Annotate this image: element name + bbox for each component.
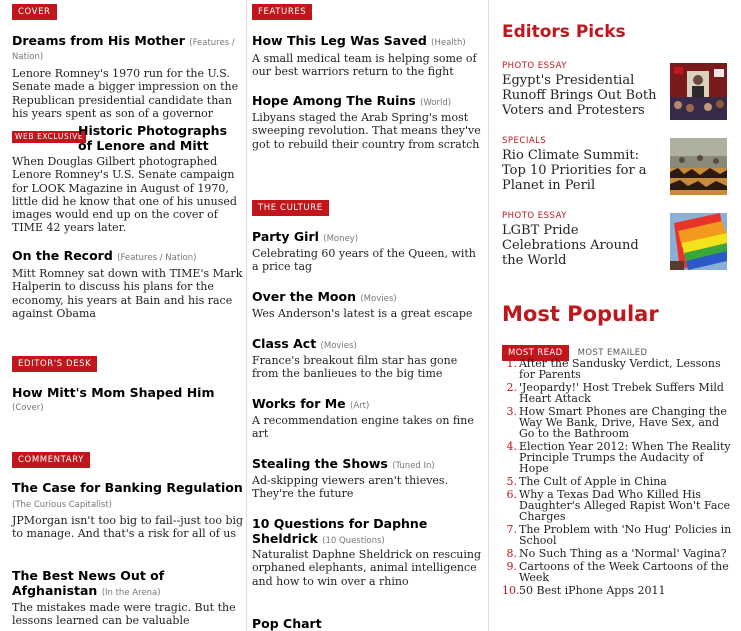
pick-headline[interactable]: Rio Climate Summit: Top 10 Priorities for a Planet in Peril <box>502 148 647 193</box>
rank-number: 4. <box>506 440 517 453</box>
list-item-title[interactable]: Election Year 2012: When The Reality Principle Trumps the Audacity of Hope <box>519 440 731 475</box>
story-title[interactable]: 10 Questions for Daphne Sheldrick <box>252 516 428 546</box>
web-exclusive-badge: WEB EXCLUSIVE <box>12 131 86 143</box>
pick-headline[interactable]: LGBT Pride Celebrations Around the World <box>502 223 639 268</box>
commentary-label: COMMENTARY <box>12 452 90 468</box>
story-body: Celebrating 60 years of the Queen, with a price tag <box>252 247 476 274</box>
column-divider-2 <box>488 0 489 631</box>
rank-number: 3. <box>506 405 517 418</box>
cover-label: COVER <box>12 4 57 20</box>
story-headline[interactable] <box>252 336 482 354</box>
list-item-title[interactable]: The Cult of Apple in China <box>519 475 667 488</box>
story-body: Lenore Romney's 1970 run for the U.S. Senate made a bigger impression on the Republican presidential candidate than his years spent as son of a governor <box>12 67 239 120</box>
story-body: A small medical team is helping some of our best warriors return to the fight <box>252 52 477 79</box>
story-headline[interactable] <box>252 33 482 51</box>
pick-headline[interactable]: Egypt's Presidential Runoff Brings Out Both Voters and Protesters <box>502 73 657 118</box>
editors-picks-title: Editors Picks <box>502 22 626 42</box>
rank-number: 1. <box>506 357 517 370</box>
rank-number: 6. <box>506 488 517 501</box>
story-headline[interactable] <box>252 456 482 474</box>
story-title[interactable]: Stealing the Shows <box>252 456 388 471</box>
column-divider-1 <box>246 0 247 631</box>
story-body: The mistakes made were tragic. But the lessons learned can be valuable <box>12 601 236 628</box>
story-section: (Cover) <box>12 403 44 413</box>
story-body: When Douglas Gilbert photographed Lenore Romney's U.S. Senate campaign for LOOK Magazine in August of 1970, little did he know that one of his unused images would end up on the cover of TIME 42 years later. <box>12 155 237 235</box>
story-section: (In the Arena) <box>101 588 161 598</box>
list-item[interactable] <box>502 476 732 487</box>
story-title[interactable]: How This Leg Was Saved <box>252 33 427 48</box>
story-headline[interactable] <box>12 568 244 601</box>
story-title[interactable]: Historic Photographs of Lenore and Mitt <box>78 123 228 153</box>
story-section: (Art) <box>350 401 370 411</box>
story-section: (The Curious Capitalist) <box>12 500 112 510</box>
story-body: Mitt Romney sat down with TIME's Mark Halperin to discuss his plans for the economy, his years at Bain and his race against Obama <box>12 267 243 320</box>
story-body: Naturalist Daphne Sheldrick on rescuing orphaned elephants, animal intelligence and how to win over a rhino <box>252 548 481 588</box>
tab-most-emailed[interactable]: MOST EMAILED <box>577 348 648 358</box>
tab-most-read[interactable]: MOST READ <box>502 345 569 361</box>
story-headline[interactable] <box>12 480 244 513</box>
list-item[interactable] <box>502 524 732 546</box>
list-item-title[interactable]: Why a Texas Dad Who Killed His Daughter's Alleged Rapist Won't Face Charges <box>519 488 731 523</box>
story-section: (Features / Nation) <box>117 253 197 263</box>
rank-number: 2. <box>506 381 517 394</box>
most-popular-title: Most Popular <box>502 302 659 326</box>
list-item-title[interactable]: Cartoons of the Week Cartoons of the Week <box>519 560 729 584</box>
story-section: (Money) <box>323 234 359 244</box>
rank-number: 5. <box>506 475 517 488</box>
story-title[interactable]: Party Girl <box>252 229 319 244</box>
story-title[interactable]: Class Act <box>252 336 317 351</box>
list-item-title[interactable]: No Such Thing as a 'Normal' Vagina? <box>519 547 727 560</box>
story-title[interactable]: Hope Among The Ruins <box>252 93 416 108</box>
story-section: (World) <box>420 98 452 108</box>
rank-number: 7. <box>506 523 517 536</box>
list-item[interactable] <box>502 441 732 474</box>
story-body: JPMorgan isn't too big to fail--just too big to manage. And that's a risk for all of us <box>12 514 244 541</box>
list-item[interactable] <box>502 489 732 522</box>
list-item-title[interactable]: 'Jeopardy!' Host Trebek Suffers Mild Heart Attack <box>519 381 724 405</box>
pick-kicker: SPECIALS <box>502 136 547 146</box>
story-headline[interactable] <box>252 229 482 247</box>
story-title[interactable]: Dreams from His Mother <box>12 33 185 48</box>
story-section: Nation) <box>12 52 44 62</box>
story-body: Ad-skipping viewers aren't thieves. They're the future <box>252 474 449 501</box>
story-title[interactable]: Pop Chart <box>252 616 322 631</box>
list-item[interactable] <box>502 585 732 596</box>
list-item[interactable] <box>502 548 732 559</box>
list-item-title[interactable]: How Smart Phones are Changing the Way We Bank, Drive, Have Sex, and Go to the Bathroom <box>519 405 727 440</box>
list-item[interactable] <box>502 358 732 380</box>
list-item[interactable] <box>502 561 732 583</box>
egypt-photo-thumbnail[interactable] <box>670 63 727 120</box>
story-section: (Health) <box>431 38 466 48</box>
story-title[interactable]: The Case for Banking Regulation <box>12 480 243 495</box>
story-section: (Features / <box>189 38 235 48</box>
story-section: (10 Questions) <box>322 536 385 546</box>
story-section: (Movies) <box>360 294 397 304</box>
rank-number: 8. <box>506 547 517 560</box>
story-headline[interactable] <box>12 248 244 266</box>
most-popular-list <box>502 358 732 596</box>
list-item-title[interactable]: The Problem with 'No Hug' Policies in School <box>519 523 732 547</box>
story-title[interactable]: The Best News Out of Afghanistan <box>12 568 165 598</box>
story-title[interactable]: On the Record <box>12 248 113 263</box>
list-item[interactable] <box>502 382 732 404</box>
pick-kicker: PHOTO ESSAY <box>502 61 567 71</box>
story-headline[interactable] <box>252 289 482 307</box>
editors-desk-label: EDITOR'S DESK <box>12 356 97 372</box>
list-item[interactable] <box>502 406 732 439</box>
features-label: FEATURES <box>252 4 312 20</box>
story-section: (Movies) <box>320 341 357 351</box>
story-section: (Tuned In) <box>392 461 435 471</box>
pick-kicker: PHOTO ESSAY <box>502 211 567 221</box>
story-body: Libyans staged the Arab Spring's most sweeping revolution. That means they've got to rebuild their country from scratch <box>252 111 481 151</box>
story-title[interactable]: How Mitt's Mom Shaped Him <box>12 385 215 400</box>
story-body: A recommendation engine takes on fine art <box>252 414 474 441</box>
story-body: France's breakout film star has gone from the banlieues to the big time <box>252 354 458 381</box>
pride-photo-thumbnail[interactable] <box>670 213 727 270</box>
list-item-title[interactable]: After the Sandusky Verdict, Lessons for Parents <box>519 357 721 381</box>
rank-number: 9. <box>506 560 517 573</box>
story-title[interactable]: Over the Moon <box>252 289 356 304</box>
story-headline[interactable] <box>252 396 482 414</box>
rio-photo-thumbnail[interactable] <box>670 138 727 195</box>
story-title[interactable]: Works for Me <box>252 396 346 411</box>
story-body: Wes Anderson's latest is a great escape <box>252 307 473 320</box>
list-item-title[interactable]: 50 Best iPhone Apps 2011 <box>519 584 666 597</box>
rank-number: 10. <box>502 584 520 597</box>
story-headline[interactable] <box>12 33 244 51</box>
story-headline[interactable] <box>252 93 482 111</box>
culture-label: THE CULTURE <box>252 200 329 216</box>
story-headline[interactable] <box>252 516 452 549</box>
